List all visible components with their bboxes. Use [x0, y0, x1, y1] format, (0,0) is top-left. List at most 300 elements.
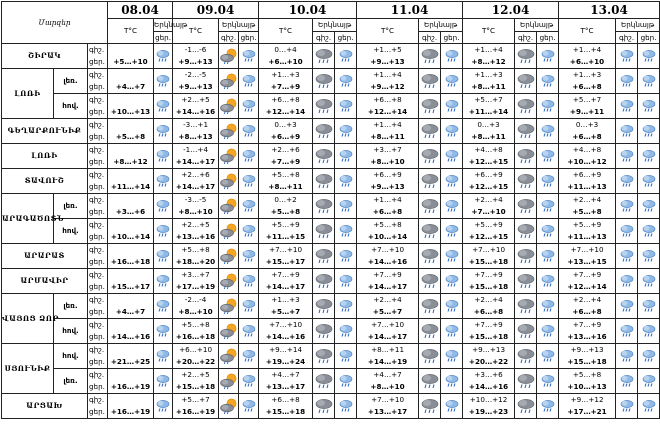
rain-icon — [638, 294, 660, 319]
table-row — [2, 144, 660, 169]
temp-range — [559, 394, 616, 419]
rain-icon — [616, 169, 638, 194]
day-subheader: ցեր. — [239, 32, 259, 44]
subregion-label: հով. — [54, 344, 88, 369]
rain-cloud-icon — [515, 144, 537, 169]
temp-range — [357, 144, 419, 169]
rain-icon — [537, 144, 559, 169]
night-day-labels: գիշ. ցեր. — [88, 194, 108, 219]
night-temp — [108, 44, 153, 56]
day-temp: +14…+17 — [265, 282, 306, 291]
rain-icon — [335, 244, 357, 269]
night-temp: +7…+10 — [269, 245, 303, 254]
temp-range — [357, 269, 419, 294]
rain-cloud-icon — [313, 269, 335, 294]
temp-range — [173, 144, 219, 169]
rain-icon — [638, 344, 660, 369]
rain-icon — [638, 269, 660, 294]
sun-cloud-icon — [219, 219, 239, 244]
night-temp — [108, 194, 153, 206]
day-temp: +21…+25 — [110, 357, 151, 366]
temp-range — [173, 194, 219, 219]
rain-icon — [239, 369, 259, 394]
rain-icon — [441, 69, 463, 94]
temp-range — [559, 69, 616, 94]
rain-icon — [616, 244, 638, 269]
rain-cloud-icon — [515, 394, 537, 419]
temp-range — [559, 169, 616, 194]
day-temp: +13…+15 — [567, 257, 607, 266]
rain-icon — [638, 369, 660, 394]
night-temp: +5…+7 — [572, 95, 602, 104]
night-temp: +10…+12 — [469, 395, 508, 404]
rain-icon — [335, 319, 357, 344]
temp-range — [559, 319, 616, 344]
rain-icon — [616, 319, 638, 344]
day-temp: +7…+9 — [270, 82, 301, 91]
day-temp: +5…+8 — [115, 132, 146, 141]
rain-icon — [335, 194, 357, 219]
temp-range — [357, 119, 419, 144]
rain-cloud-icon — [313, 69, 335, 94]
day-temp: +6…+10 — [268, 57, 303, 66]
night-day-labels: գիշ. ցեր. — [88, 69, 108, 94]
rain-icon — [154, 44, 173, 69]
temp-range — [259, 244, 313, 269]
night-temp: +4…+8 — [572, 145, 602, 154]
night-temp: +4…+8 — [474, 145, 503, 154]
rain-icon — [239, 144, 259, 169]
temp-range — [463, 319, 515, 344]
rain-cloud-icon — [419, 119, 441, 144]
day-temp: +14…+16 — [175, 107, 216, 116]
rain-icon — [638, 44, 660, 69]
night-subheader: գիշ. — [616, 32, 638, 44]
night-temp: +9…+13 — [472, 345, 506, 354]
temp-range — [108, 194, 154, 219]
temp-range — [357, 369, 419, 394]
temp-range — [259, 394, 313, 419]
temp-range — [259, 294, 313, 319]
night-temp: +5…+9 — [271, 220, 300, 229]
night-temp — [108, 369, 153, 381]
day-temp: +13…+16 — [567, 332, 607, 341]
table-row — [2, 69, 660, 94]
rain-icon — [335, 169, 357, 194]
rain-cloud-icon — [515, 44, 537, 69]
temp-range — [259, 344, 313, 369]
rain-cloud-icon — [313, 244, 335, 269]
table-row — [2, 44, 660, 69]
rain-icon — [441, 144, 463, 169]
sky-header: Երկնայթ — [313, 19, 357, 32]
day-temp: +6…+8 — [473, 307, 504, 316]
region-name: ԱՐՄԱՎԻՐ — [2, 269, 88, 294]
sun-cloud-icon — [219, 369, 239, 394]
temp-range — [357, 394, 419, 419]
temp-range — [463, 169, 515, 194]
night-temp: 0…+2 — [274, 195, 297, 204]
day-temp: +14…+16 — [265, 332, 306, 341]
rain-icon — [537, 244, 559, 269]
rain-icon — [335, 369, 357, 394]
night-temp: 0…+4 — [274, 45, 297, 54]
night-temp: +1…+3 — [271, 70, 300, 79]
night-day-labels: գիշ. ցեր. — [88, 294, 108, 319]
sun-cloud-icon — [219, 319, 239, 344]
night-temp — [108, 269, 153, 281]
rain-icon — [638, 244, 660, 269]
temp-range — [173, 169, 219, 194]
rain-icon — [537, 219, 559, 244]
rain-icon — [335, 44, 357, 69]
night-temp: -3…+1 — [183, 120, 209, 129]
day-temp: +15…+18 — [265, 407, 306, 416]
day-temp: +14…+17 — [367, 282, 408, 291]
day-temp: +12…+14 — [265, 107, 306, 116]
night-temp: +3…+6 — [474, 370, 503, 379]
rain-cloud-icon — [515, 369, 537, 394]
rain-icon — [239, 69, 259, 94]
temp-range — [259, 169, 313, 194]
subregion-label: լեռ. — [54, 69, 88, 94]
rain-icon — [154, 194, 173, 219]
rain-cloud-icon — [313, 169, 335, 194]
temp-header: T°C — [173, 19, 219, 44]
day-temp: +9…+11 — [569, 107, 605, 116]
temp-range — [463, 94, 515, 119]
day-temp: +3…+6 — [115, 207, 146, 216]
rain-cloud-icon — [419, 369, 441, 394]
night-temp: +5…+8 — [373, 220, 402, 229]
temp-range — [463, 294, 515, 319]
rain-icon — [335, 344, 357, 369]
rain-cloud-icon — [419, 319, 441, 344]
day-temp: +10…+14 — [110, 232, 151, 241]
forecast-table — [1, 1, 660, 419]
night-temp: +2…+6 — [181, 170, 210, 179]
night-temp — [108, 169, 153, 181]
day-subheader: ցեր. — [155, 32, 172, 42]
day-temp: +14…+17 — [175, 182, 216, 191]
night-temp: +1…+5 — [373, 45, 402, 54]
day-temp: +20…+22 — [468, 357, 509, 366]
night-subheader: գիշ. — [313, 32, 335, 44]
temp-range — [559, 94, 616, 119]
night-temp: +6…+8 — [271, 395, 300, 404]
temp-range — [259, 69, 313, 94]
temp-range — [559, 244, 616, 269]
night-temp: +7…+10 — [269, 320, 303, 329]
temp-range — [463, 144, 515, 169]
sun-cloud-icon — [219, 144, 239, 169]
night-day-labels: գիշ. ցեր. — [88, 119, 108, 144]
temp-range — [357, 94, 419, 119]
rain-icon — [335, 69, 357, 94]
rain-cloud-icon — [313, 44, 335, 69]
temp-range — [259, 119, 313, 144]
rain-cloud-icon — [419, 94, 441, 119]
day-temp: +10…+14 — [367, 232, 408, 241]
rain-cloud-icon — [313, 144, 335, 169]
rain-icon — [638, 194, 660, 219]
region-name: ԳԵՂԱՐՔՈՒՆԻՔ — [2, 119, 88, 144]
day-temp: +8…+12 — [113, 157, 148, 166]
date-header: 08.04 — [108, 2, 173, 19]
rain-icon — [335, 94, 357, 119]
rain-icon — [441, 394, 463, 419]
rain-cloud-icon — [515, 119, 537, 144]
rain-icon — [335, 394, 357, 419]
sun-cloud-icon — [219, 44, 239, 69]
night-day-labels: գիշ. ցեր. — [88, 344, 108, 369]
day-temp: +19…+23 — [468, 407, 509, 416]
rain-icon — [616, 344, 638, 369]
night-temp: +7…+9 — [373, 270, 402, 279]
night-temp: -2…-4 — [184, 295, 207, 304]
temp-range — [463, 244, 515, 269]
temp-range — [463, 219, 515, 244]
temp-range — [108, 69, 154, 94]
night-temp: +2…+6 — [271, 145, 300, 154]
temp-range — [108, 169, 154, 194]
temp-range — [559, 144, 616, 169]
night-temp: -3…-5 — [184, 195, 207, 204]
temp-range — [357, 194, 419, 219]
rain-icon — [616, 269, 638, 294]
rain-icon — [239, 119, 259, 144]
night-day-labels: գիշ. ցեր. — [88, 369, 108, 394]
sky-header: Երկնայթ — [219, 19, 259, 32]
night-temp: +5…+8 — [181, 245, 210, 254]
subregion-label: հով. — [54, 219, 88, 244]
night-temp: +1…+4 — [474, 45, 503, 54]
subregion-label: լեռ. — [54, 294, 88, 319]
rain-cloud-icon — [419, 294, 441, 319]
day-temp: +9…+13 — [178, 82, 213, 91]
day-temp: +6…+8 — [572, 307, 602, 316]
temp-range — [259, 269, 313, 294]
night-temp: +5…+8 — [572, 370, 602, 379]
day-temp: +8…+11 — [471, 82, 506, 91]
rain-icon — [335, 269, 357, 294]
night-temp: +8…+11 — [371, 345, 405, 354]
rain-cloud-icon — [313, 194, 335, 219]
rain-icon — [616, 119, 638, 144]
night-temp — [108, 294, 153, 306]
night-temp — [108, 144, 153, 156]
table-row — [2, 169, 660, 194]
rain-icon — [441, 119, 463, 144]
rain-icon — [239, 294, 259, 319]
sun-cloud-icon — [219, 94, 239, 119]
night-temp: +5…+7 — [474, 95, 503, 104]
day-temp: +14…+16 — [468, 382, 509, 391]
rain-icon — [154, 294, 173, 319]
rain-icon — [537, 344, 559, 369]
table-row — [2, 394, 660, 419]
night-temp: +3…+7 — [181, 270, 210, 279]
table-row — [2, 94, 660, 119]
night-day-labels: գիշ. ցեր. — [88, 144, 108, 169]
day-temp: +10…+13 — [110, 107, 151, 116]
night-day-labels: գիշ. ցեր. — [88, 319, 108, 344]
night-temp: -1…-6 — [184, 45, 207, 54]
rain-icon — [616, 294, 638, 319]
rain-cloud-icon — [419, 269, 441, 294]
temp-range — [463, 194, 515, 219]
night-subheader: գիշ. — [419, 32, 441, 44]
night-temp — [108, 219, 153, 231]
night-temp — [108, 94, 153, 106]
night-day-labels: գիշ. ցեր. — [88, 44, 108, 69]
day-temp: +13…+16 — [175, 232, 216, 241]
temp-range — [108, 294, 154, 319]
rain-icon — [638, 169, 660, 194]
day-temp: +5…+8 — [270, 207, 301, 216]
day-temp: +7…+9 — [270, 157, 301, 166]
day-temp: +15…+18 — [468, 332, 509, 341]
temp-header: T°C — [108, 19, 154, 44]
day-temp: +8…+10 — [370, 382, 405, 391]
day-temp: +16…+18 — [110, 257, 151, 266]
date-header: 10.04 — [259, 2, 357, 19]
day-temp: +16…+18 — [175, 332, 216, 341]
temp-range — [108, 369, 154, 394]
sun-cloud-icon — [219, 119, 239, 144]
region-name: ՍՅՈՒՆԻՔ — [2, 344, 54, 394]
night-temp: +6…+9 — [474, 170, 503, 179]
night-temp: +7…+9 — [572, 320, 602, 329]
rain-icon — [616, 94, 638, 119]
day-temp: +6…+8 — [572, 132, 602, 141]
sun-cloud-icon — [219, 194, 239, 219]
table-row — [2, 294, 660, 319]
rain-icon — [616, 394, 638, 419]
day-temp: +8…+10 — [370, 157, 405, 166]
rain-cloud-icon — [313, 119, 335, 144]
temp-range — [108, 269, 154, 294]
night-temp: +4…+7 — [373, 370, 402, 379]
rain-cloud-icon — [515, 194, 537, 219]
night-temp: 0…+3 — [274, 120, 297, 129]
temp-range — [108, 344, 154, 369]
night-temp: +1…+4 — [373, 195, 402, 204]
temp-range — [357, 244, 419, 269]
rain-icon — [537, 269, 559, 294]
night-temp: +9…+12 — [570, 395, 604, 404]
day-temp: +6…+10 — [569, 57, 605, 66]
table-row — [2, 269, 660, 294]
day-temp: +20…+22 — [175, 357, 216, 366]
rain-icon — [335, 219, 357, 244]
date-header: 12.04 — [463, 2, 559, 19]
temp-range — [173, 94, 219, 119]
rain-icon — [335, 119, 357, 144]
night-temp — [108, 344, 153, 356]
temp-range — [108, 219, 154, 244]
temp-range — [108, 244, 154, 269]
night-temp: +3…+7 — [373, 145, 402, 154]
day-temp: +6…+9 — [270, 132, 301, 141]
date-header: 11.04 — [357, 2, 463, 19]
table-row — [2, 194, 660, 219]
temp-range — [259, 144, 313, 169]
day-temp: +12…+14 — [367, 107, 408, 116]
rain-icon — [537, 94, 559, 119]
table-row — [2, 119, 660, 144]
rain-icon — [537, 69, 559, 94]
temp-range — [463, 344, 515, 369]
sun-cloud-icon — [219, 169, 239, 194]
rain-icon — [638, 219, 660, 244]
night-day-labels: գիշ. ցեր. — [88, 244, 108, 269]
day-temp: +10…+13 — [567, 382, 607, 391]
temp-range — [357, 69, 419, 94]
night-temp: +5…+7 — [181, 395, 210, 404]
night-temp: +7…+10 — [371, 395, 405, 404]
rain-icon — [239, 269, 259, 294]
night-temp — [108, 244, 153, 256]
rain-cloud-icon — [419, 244, 441, 269]
rain-icon — [537, 119, 559, 144]
day-temp: +9…+13 — [370, 182, 405, 191]
night-temp: +2…+5 — [181, 220, 210, 229]
temp-range — [463, 369, 515, 394]
night-temp: +1…+4 — [373, 120, 402, 129]
rain-cloud-icon — [313, 319, 335, 344]
day-temp: +17…+21 — [567, 407, 607, 416]
day-temp: +11…+13 — [567, 182, 607, 191]
temp-range — [259, 219, 313, 244]
rain-icon — [239, 344, 259, 369]
table-row — [2, 319, 660, 344]
day-temp: +11…+14 — [110, 182, 151, 191]
night-temp: +4…+7 — [271, 370, 300, 379]
rain-icon — [441, 94, 463, 119]
day-temp: +15…+17 — [265, 257, 306, 266]
rain-cloud-icon — [419, 169, 441, 194]
temp-range — [259, 319, 313, 344]
rain-cloud-icon — [419, 344, 441, 369]
day-temp: +16…+19 — [110, 407, 151, 416]
night-temp — [108, 119, 153, 131]
day-temp: +11…+15 — [265, 232, 306, 241]
rain-cloud-icon — [419, 394, 441, 419]
day-temp: +9…+12 — [370, 82, 405, 91]
day-temp: +12…+15 — [468, 157, 509, 166]
rain-cloud-icon — [313, 219, 335, 244]
night-day-labels: գիշ. ցեր. — [88, 269, 108, 294]
rain-icon — [441, 194, 463, 219]
day-temp: +7…+10 — [471, 207, 506, 216]
day-temp: +15…+18 — [468, 282, 509, 291]
night-temp: +1…+3 — [271, 295, 300, 304]
table-row — [2, 369, 660, 394]
temp-range — [108, 319, 154, 344]
night-temp: +1…+4 — [373, 70, 402, 79]
sun-cloud-icon — [219, 69, 239, 94]
day-temp: +8…+11 — [268, 182, 303, 191]
night-temp: +6…+8 — [373, 95, 402, 104]
rain-cloud-icon — [313, 369, 335, 394]
night-temp: +7…+10 — [472, 245, 506, 254]
day-subheader: ցեր. — [335, 32, 357, 44]
rain-icon — [537, 194, 559, 219]
night-temp: +5…+8 — [271, 170, 300, 179]
rain-icon — [154, 369, 173, 394]
temp-range — [559, 344, 616, 369]
